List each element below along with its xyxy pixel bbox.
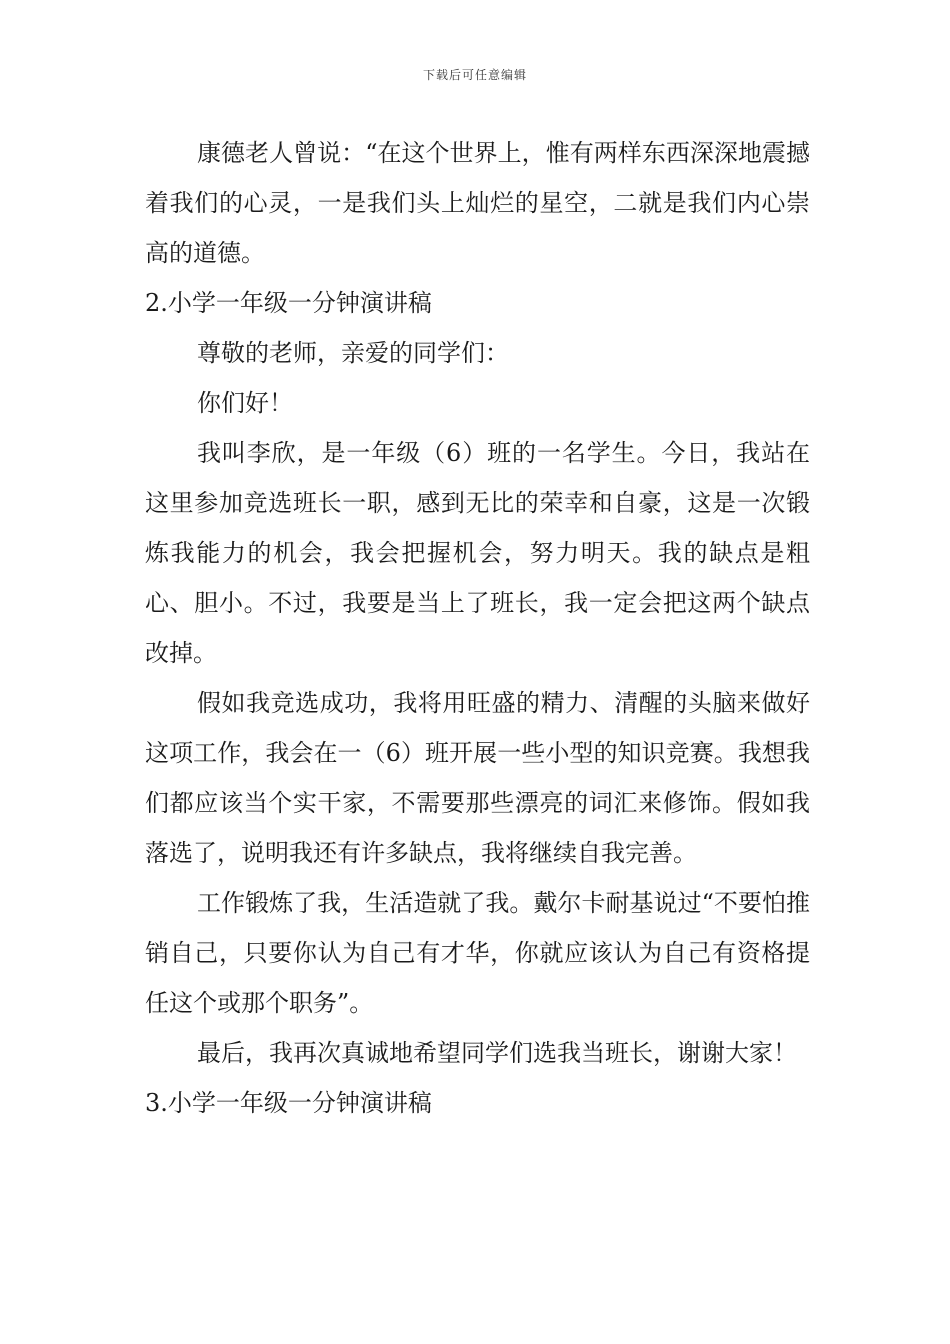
paragraph-salutation: 尊敬的老师，亲爱的同学们：: [197, 339, 509, 367]
paragraph-greeting: 你们好！: [197, 389, 293, 417]
paragraph-closing: 最后，我再次真诚地希望同学们选我当班长，谢谢大家！: [197, 1039, 797, 1067]
paragraph-kant-quote: 康德老人曾说：“在这个世界上，惟有两样东西深深地震撼着我们的心灵，一是我们头上灿烂的星空，二就是我们内心崇高的道德。: [145, 139, 810, 267]
section-heading-2: 2.小学一年级一分钟演讲稿: [145, 289, 432, 317]
document-body: [145, 128, 810, 1128]
paragraph-plan: 假如我竞选成功，我将用旺盛的精力、清醒的头脑来做好这项工作，我会在一（6）班开展一些小型的知识竞赛。我想我们都应该当个实干家，不需要那些漂亮的词汇来修饰。假如我落选了，说明我还有许多缺点，我将继续自我完善。: [145, 689, 810, 867]
header-note: 下载后可任意编辑: [422, 68, 527, 82]
paragraph-carnegie-quote: 工作锻炼了我，生活造就了我。戴尔卡耐基说过“不要怕推销自己，只要你认为自己有才华，你就应该认为自己有资格提任这个或那个职务”。: [145, 889, 810, 1017]
paragraph-introduction: 我叫李欣，是一年级（6）班的一名学生。今日，我站在这里参加竞选班长一职，感到无比的荣幸和自豪，这是一次锻炼我能力的机会，我会把握机会，努力明天。我的缺点是粗心、胆小。不过，我要是当上了班长，我一定会把这两个缺点改掉。: [145, 439, 810, 667]
section-heading-3: 3.小学一年级一分钟演讲稿: [145, 1089, 432, 1117]
